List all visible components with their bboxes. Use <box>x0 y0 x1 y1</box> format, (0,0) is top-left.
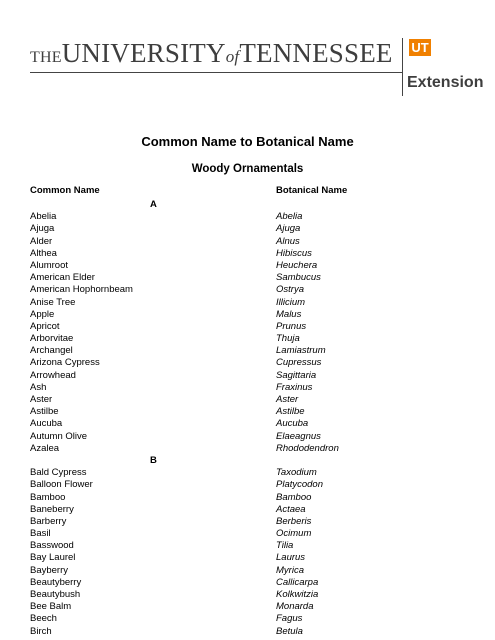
common-name: Bee Balm <box>30 601 72 613</box>
document-title: Common Name to Botanical Name <box>141 134 354 149</box>
ut-logo-badge: UT <box>409 39 431 56</box>
botanical-name: Lamiastrum <box>276 345 326 357</box>
plant-row <box>0 284 495 296</box>
plant-row <box>0 577 495 589</box>
botanical-name: Kolkwitzia <box>276 589 319 600</box>
plant-row <box>0 626 495 638</box>
botanical-name: Platycodon <box>276 479 324 491</box>
logo-the: THE <box>30 49 62 66</box>
botanical-name: Alnus <box>276 235 300 247</box>
common-name: Arborvitae <box>30 333 74 345</box>
plant-row <box>0 236 495 248</box>
plant-row <box>0 516 495 528</box>
plant-row <box>0 223 495 235</box>
botanical-name: Sambucus <box>276 272 321 284</box>
botanical-name: Betula <box>276 625 303 637</box>
plant-row <box>0 528 495 540</box>
extension-label: Extension <box>407 74 484 91</box>
plant-row <box>0 394 495 406</box>
common-name: Apple <box>30 308 55 320</box>
plant-row <box>0 589 495 601</box>
plant-row <box>0 565 495 577</box>
botanical-name: Rhododendron <box>276 442 339 454</box>
botanical-name: Cupressus <box>276 357 322 369</box>
common-name: Barberry <box>30 515 67 527</box>
plant-row <box>0 370 495 382</box>
common-name: Birch <box>30 625 52 637</box>
common-name: Basswood <box>30 540 74 552</box>
common-name: Ajuga <box>30 223 55 235</box>
plant-row <box>0 613 495 625</box>
common-name: American Elder <box>30 272 95 284</box>
botanical-name: Ostrya <box>276 284 304 296</box>
common-name: Arrowhead <box>30 369 76 381</box>
botanical-name: Sagittaria <box>276 369 317 381</box>
plant-row <box>0 492 495 504</box>
botanical-name: Callicarpa <box>276 576 319 588</box>
common-name: Alder <box>30 235 53 247</box>
common-name: Alumroot <box>30 259 69 271</box>
botanical-name: Tilia <box>276 540 294 552</box>
section-letter-row <box>0 455 495 467</box>
plant-row <box>0 333 495 345</box>
common-name: Althea <box>30 247 57 259</box>
botanical-name: Fagus <box>276 613 303 625</box>
logo-of: of <box>225 47 240 66</box>
section-letter: A <box>150 199 157 210</box>
botanical-name: Aucuba <box>276 418 309 430</box>
plant-name-list <box>0 199 495 638</box>
common-name: Beautyberry <box>30 576 82 588</box>
botanical-name: Astilbe <box>276 406 305 418</box>
botanical-name: Elaeagnus <box>276 430 321 442</box>
common-name: Astilbe <box>30 406 59 418</box>
common-name: Aster <box>30 394 53 405</box>
plant-row <box>0 357 495 369</box>
botanical-name: Fraxinus <box>276 381 313 393</box>
common-name: Beech <box>30 613 57 625</box>
botanical-name: Illicium <box>276 296 306 308</box>
document-subtitle: Woody Ornamentals <box>191 163 304 175</box>
plant-row <box>0 297 495 309</box>
botanical-name: Ajuga <box>276 223 301 235</box>
section-letter-row <box>0 199 495 211</box>
logo-tennessee: TENNESSEE <box>239 38 393 68</box>
plant-row <box>0 211 495 223</box>
plant-row <box>0 443 495 455</box>
common-name: Basil <box>30 528 51 540</box>
common-name: Bayberry <box>30 564 69 576</box>
common-name: Arizona Cypress <box>30 357 100 369</box>
plant-row <box>0 552 495 564</box>
university-logo-wordmark <box>30 38 393 68</box>
common-name: Bay Laurel <box>30 552 76 564</box>
common-name: Aucuba <box>30 418 63 430</box>
botanical-name: Abelia <box>276 211 303 223</box>
botanical-name: Taxodium <box>276 467 317 479</box>
common-name: Beautybush <box>30 589 81 600</box>
common-name: Balloon Flower <box>30 479 93 491</box>
common-name: Bald Cypress <box>30 467 87 479</box>
botanical-name: Aster <box>276 394 299 405</box>
common-name: Azalea <box>30 442 60 454</box>
botanical-name: Actaea <box>276 503 306 515</box>
plant-row <box>0 479 495 491</box>
botanical-name: Myrica <box>276 564 304 576</box>
plant-row <box>0 406 495 418</box>
common-name: Abelia <box>30 211 57 223</box>
botanical-name: Malus <box>276 308 302 320</box>
plant-row <box>0 321 495 333</box>
plant-row <box>0 345 495 357</box>
botanical-name: Heuchera <box>276 259 318 271</box>
common-name: Bamboo <box>30 491 66 503</box>
plant-row <box>0 248 495 260</box>
plant-row <box>0 272 495 284</box>
plant-row <box>0 467 495 479</box>
plant-row <box>0 504 495 516</box>
logo-divider-vertical <box>402 38 403 96</box>
botanical-name: Prunus <box>276 320 307 332</box>
plant-row <box>0 601 495 613</box>
column-header-botanical-name: Botanical Name <box>276 185 348 196</box>
botanical-name: Thuja <box>276 333 300 345</box>
botanical-name: Hibiscus <box>276 247 312 259</box>
common-name: Ash <box>30 381 47 393</box>
plant-row <box>0 382 495 394</box>
plant-row <box>0 540 495 552</box>
botanical-name: Monarda <box>276 601 314 613</box>
botanical-name: Laurus <box>276 552 306 564</box>
section-letter: B <box>150 454 157 466</box>
logo-university: UNIVERSITY <box>61 38 226 68</box>
column-header-common-name: Common Name <box>30 185 100 196</box>
plant-row <box>0 309 495 321</box>
botanical-name: Ocimum <box>276 528 312 540</box>
common-name: Archangel <box>30 345 73 357</box>
plant-row <box>0 431 495 443</box>
common-name: Apricot <box>30 320 60 332</box>
common-name: Autumn Olive <box>30 430 88 442</box>
plant-row <box>0 418 495 430</box>
botanical-name: Bamboo <box>276 491 312 503</box>
plant-row <box>0 260 495 272</box>
botanical-name: Berberis <box>276 515 312 527</box>
common-name: Anise Tree <box>30 296 76 308</box>
common-name: Baneberry <box>30 503 74 515</box>
common-name: American Hophornbeam <box>30 284 133 296</box>
logo-divider-horizontal <box>30 72 402 73</box>
